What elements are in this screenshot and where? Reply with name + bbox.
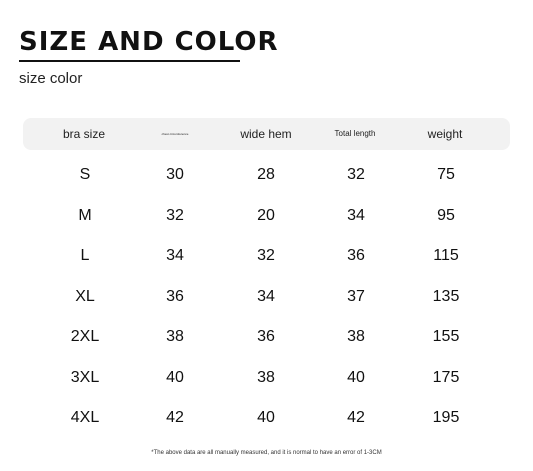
table-cell-wide-hem: 38	[257, 368, 275, 386]
header-total-length: Total length	[334, 129, 376, 138]
table-cell-bra-size: M	[78, 206, 92, 224]
table-cell-wide-hem: 28	[257, 166, 275, 183]
header-bra-size: bra size	[62, 127, 106, 141]
table-cell-chest: 42	[166, 409, 184, 426]
table-cell-weight: 95	[437, 206, 455, 224]
table-cell-chest: 36	[166, 287, 184, 305]
table-cell-chest: 38	[166, 328, 184, 345]
table-cell-weight: 175	[432, 368, 460, 386]
title-underline	[19, 60, 240, 62]
table-cell-chest: 32	[166, 206, 184, 224]
measurement-footnote: *The above data are all manually measured, and it is normal to have an error of 1-3CM	[151, 450, 382, 456]
table-cell-wide-hem: 40	[257, 409, 275, 426]
table-cell-bra-size: 4XL	[70, 409, 100, 426]
table-cell-weight: 195	[432, 409, 460, 426]
page-title: SIZE AND COLOR	[19, 27, 279, 57]
table-cell-total-length: 34	[347, 206, 365, 224]
table-cell-total-length: 42	[347, 409, 365, 426]
table-cell-wide-hem: 36	[257, 328, 275, 345]
table-cell-total-length: 38	[347, 328, 365, 345]
table-cell-wide-hem: 32	[257, 247, 275, 264]
table-cell-wide-hem: 20	[257, 206, 275, 224]
table-cell-total-length: 36	[347, 247, 365, 264]
table-cell-chest: 40	[166, 368, 184, 386]
table-cell-bra-size: L	[80, 247, 90, 264]
header-wide-hem: wide hem	[240, 127, 292, 141]
table-cell-weight: 75	[437, 166, 455, 183]
header-chest-circumference: chest circumference	[161, 132, 189, 136]
table-cell-chest: 30	[166, 166, 184, 183]
table-cell-bra-size: 3XL	[70, 368, 100, 386]
header-weight: weight	[427, 127, 463, 141]
table-cell-weight: 115	[433, 247, 459, 264]
table-cell-bra-size: XL	[75, 287, 95, 305]
table-cell-total-length: 32	[347, 166, 365, 183]
table-cell-wide-hem: 34	[257, 287, 275, 305]
table-cell-bra-size: S	[79, 166, 91, 183]
table-cell-weight: 135	[432, 287, 460, 305]
table-cell-chest: 34	[166, 247, 184, 264]
table-cell-weight: 155	[432, 328, 460, 345]
table-cell-total-length: 40	[347, 368, 365, 386]
page-subtitle: size color	[19, 70, 83, 87]
table-cell-bra-size: 2XL	[70, 328, 100, 345]
table-cell-total-length: 37	[347, 287, 365, 305]
